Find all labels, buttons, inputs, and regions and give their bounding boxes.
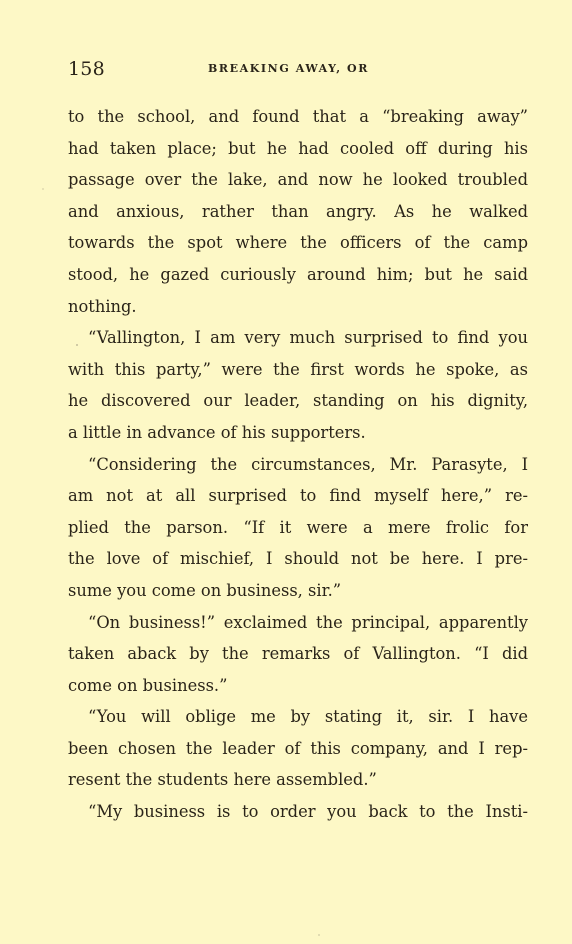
text-line: stood, he gazed curiously around him; but he said [68,264,528,284]
text-line: resent the students here assembled.” [68,770,377,790]
paper-speck [76,344,78,346]
text-line: “Considering the circumstances, Mr. Parasyte, I [88,454,528,474]
text-line: come on business.” [68,675,228,695]
text-line: nothing. [68,296,137,316]
body-text [68,101,528,828]
text-line: with this party,” were the first words he spoke, as [68,359,528,379]
text-line: and anxious, rather than angry. As he walked [68,201,528,221]
text-line: passage over the lake, and now he looked troubled [68,170,528,190]
text-line: “Vallington, I am very much surprised to find you [88,328,528,348]
text-line: towards the spot where the officers of the camp [68,233,528,253]
running-head [68,58,528,80]
running-title: BREAKING AWAY, OR [208,62,369,75]
text-line: sume you come on business, sir.” [68,580,342,600]
paper-speck [42,188,44,190]
text-line: to the school, and found that a “breaking away” [68,107,528,126]
text-line: a little in advance of his supporters. [68,422,366,442]
text-line: am not at all surprised to find myself here,” re- [68,486,528,506]
text-line: “You will oblige me by stating it, sir. I have [88,707,528,727]
text-line: had taken place; but he had cooled off during his [68,138,528,158]
paper-speck [318,934,320,936]
text-line: plied the parson. “If it were a mere frolic for [68,517,528,537]
text-line: “On business!” exclaimed the principal, apparently [88,612,528,632]
text-line: he discovered our leader, standing on his dignity, [68,391,528,411]
text-line: been chosen the leader of this company, and I rep- [68,738,528,758]
text-line: taken aback by the remarks of Vallington. “I did [68,644,528,664]
text-line: the love of mischief, I should not be here. I pre- [68,549,528,569]
text-line: “My business is to order you back to the Insti- [88,802,528,822]
page-number: 158 [68,58,105,80]
